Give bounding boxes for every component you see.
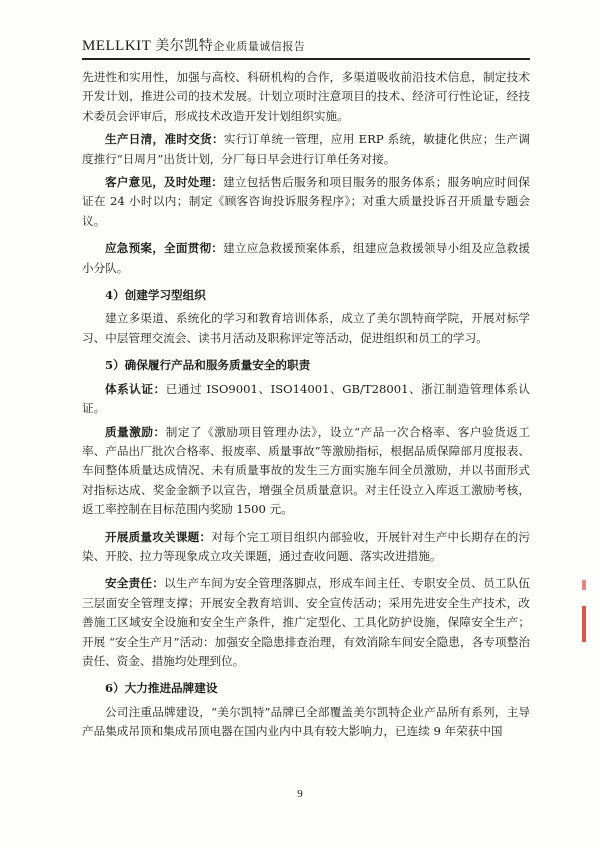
page-header — [82, 36, 530, 60]
section-heading-quality-safety: 5）确保履行产品和服务质量安全的职责 — [105, 358, 311, 373]
paragraph-customer — [82, 173, 530, 231]
paragraph-tech-development: 先进性和实用性，加强与高校、科研机构的合作，多渠道吸收前沿技术信息，制定技术开发计划，推进公司的技术发展。计划立项时注意项目的技术、经济可行性论证，经技术委员会评审后，形成技术改造开发计划组织实施。 — [82, 70, 530, 123]
paragraph-quality-projects — [82, 528, 530, 567]
paragraph-text: 建立包括售后服务和项目服务的服务体系；服务响应时间保证在 24 小时以内；制定《顾客咨询投诉服务程序》；对重大质量投诉召开质量专题会议。 — [82, 175, 530, 228]
section-heading-brand: 6）大力推进品牌建设 — [105, 681, 218, 696]
paragraph-safety — [82, 574, 530, 671]
paragraph-emergency — [82, 239, 530, 278]
paragraph-text: 实行订单统一管理，应用 ERP 系统，敏捷化供应；生产调度推行“日周月”出货计划，分厂每日早会进行订单任务对接。 — [82, 132, 530, 166]
paragraph-text: 制定了《激励项目管理办法》，设立“产品一次合格率、客户验货返工率、产品出厂批次合格率、报废率、质量事故”等激励指标，根据品质保障部月度报表、车间整体质量达成情况、未有质量事故的发生三方面实施车间全员激励，并以书面形式对指标达成、奖金金额予以宣告，增强全员质量意识。对主任设立入库返工激励考核，返工率控制在目标范围内奖励 1500 元。 — [82, 424, 530, 517]
paragraph-title: 客户意见，及时处理： — [105, 175, 224, 190]
paragraph-text: 对每个完工项目组织内部验收，开展针对生产中长期存在的污染、开胶、拉力等现象成立攻关课题，通过查收问题、落实改进措施。 — [82, 529, 530, 563]
paragraph-brand: 公司注重品牌建设，“美尔凯特”品牌已全部覆盖美尔凯特企业产品所有系列，主导产品集成吊顶和集成吊顶电器在国内业内中具有较大影响力，已连续 9 年荣获中国 — [82, 704, 530, 739]
paragraph-text: 建立应急救援预案体系，组建应急救援领导小组及应急救援小分队。 — [82, 241, 530, 275]
paragraph-production — [82, 130, 530, 169]
page-number: 9 — [297, 788, 303, 800]
paragraph-title: 开展质量攻关课题： — [105, 529, 212, 544]
paragraph-title: 应急预案，全面贯彻： — [105, 241, 224, 256]
paragraph-title: 体系认证： — [105, 381, 166, 396]
paragraph-text: 以生产车间为安全管理落脚点，形成车间主任、专职安全员、员工队伍三层面安全管理支撑；开展安全教育培训、安全宣传活动；采用先进安全生产技术，改善施工区域安全设施和安全生产条件，推广定型化、工具化防护设施，保障安全生产；开展 “安全生产月”活动：加强安全隐患排查治理，有效消除车间安全隐患，各专项整治责任、资金、措施均处理到位。 — [82, 576, 530, 668]
paragraph-incentive — [82, 423, 530, 520]
paragraph-learning: 建立多渠道、系统化的学习和教育培训体系，成立了美尔凯特商学院，开展对标学习、中层管理交流会、读书月活动及职称评定等活动，促进组织和员工的学习。 — [82, 311, 530, 345]
brand-name-cn: 美尔凯特 — [155, 39, 214, 54]
brand-name-en: MELLKIT — [82, 38, 152, 54]
paragraph-certification — [82, 380, 530, 419]
binding-mark — [582, 606, 586, 642]
paragraph-title: 安全责任： — [105, 576, 165, 591]
paragraph-text: 已通过 ISO9001、ISO14001、GB/T28001、浙江制造管理体系认证。 — [82, 381, 530, 416]
header-brand — [82, 35, 305, 55]
binding-mark — [582, 580, 586, 590]
page-body — [82, 68, 530, 742]
report-title: 企业质量诚信报告 — [213, 41, 306, 53]
section-heading-learning: 4）创建学习型组织 — [105, 288, 206, 303]
paragraph-title: 生产日清，准时交货： — [105, 132, 224, 147]
paragraph-title: 质量激励： — [105, 424, 166, 439]
